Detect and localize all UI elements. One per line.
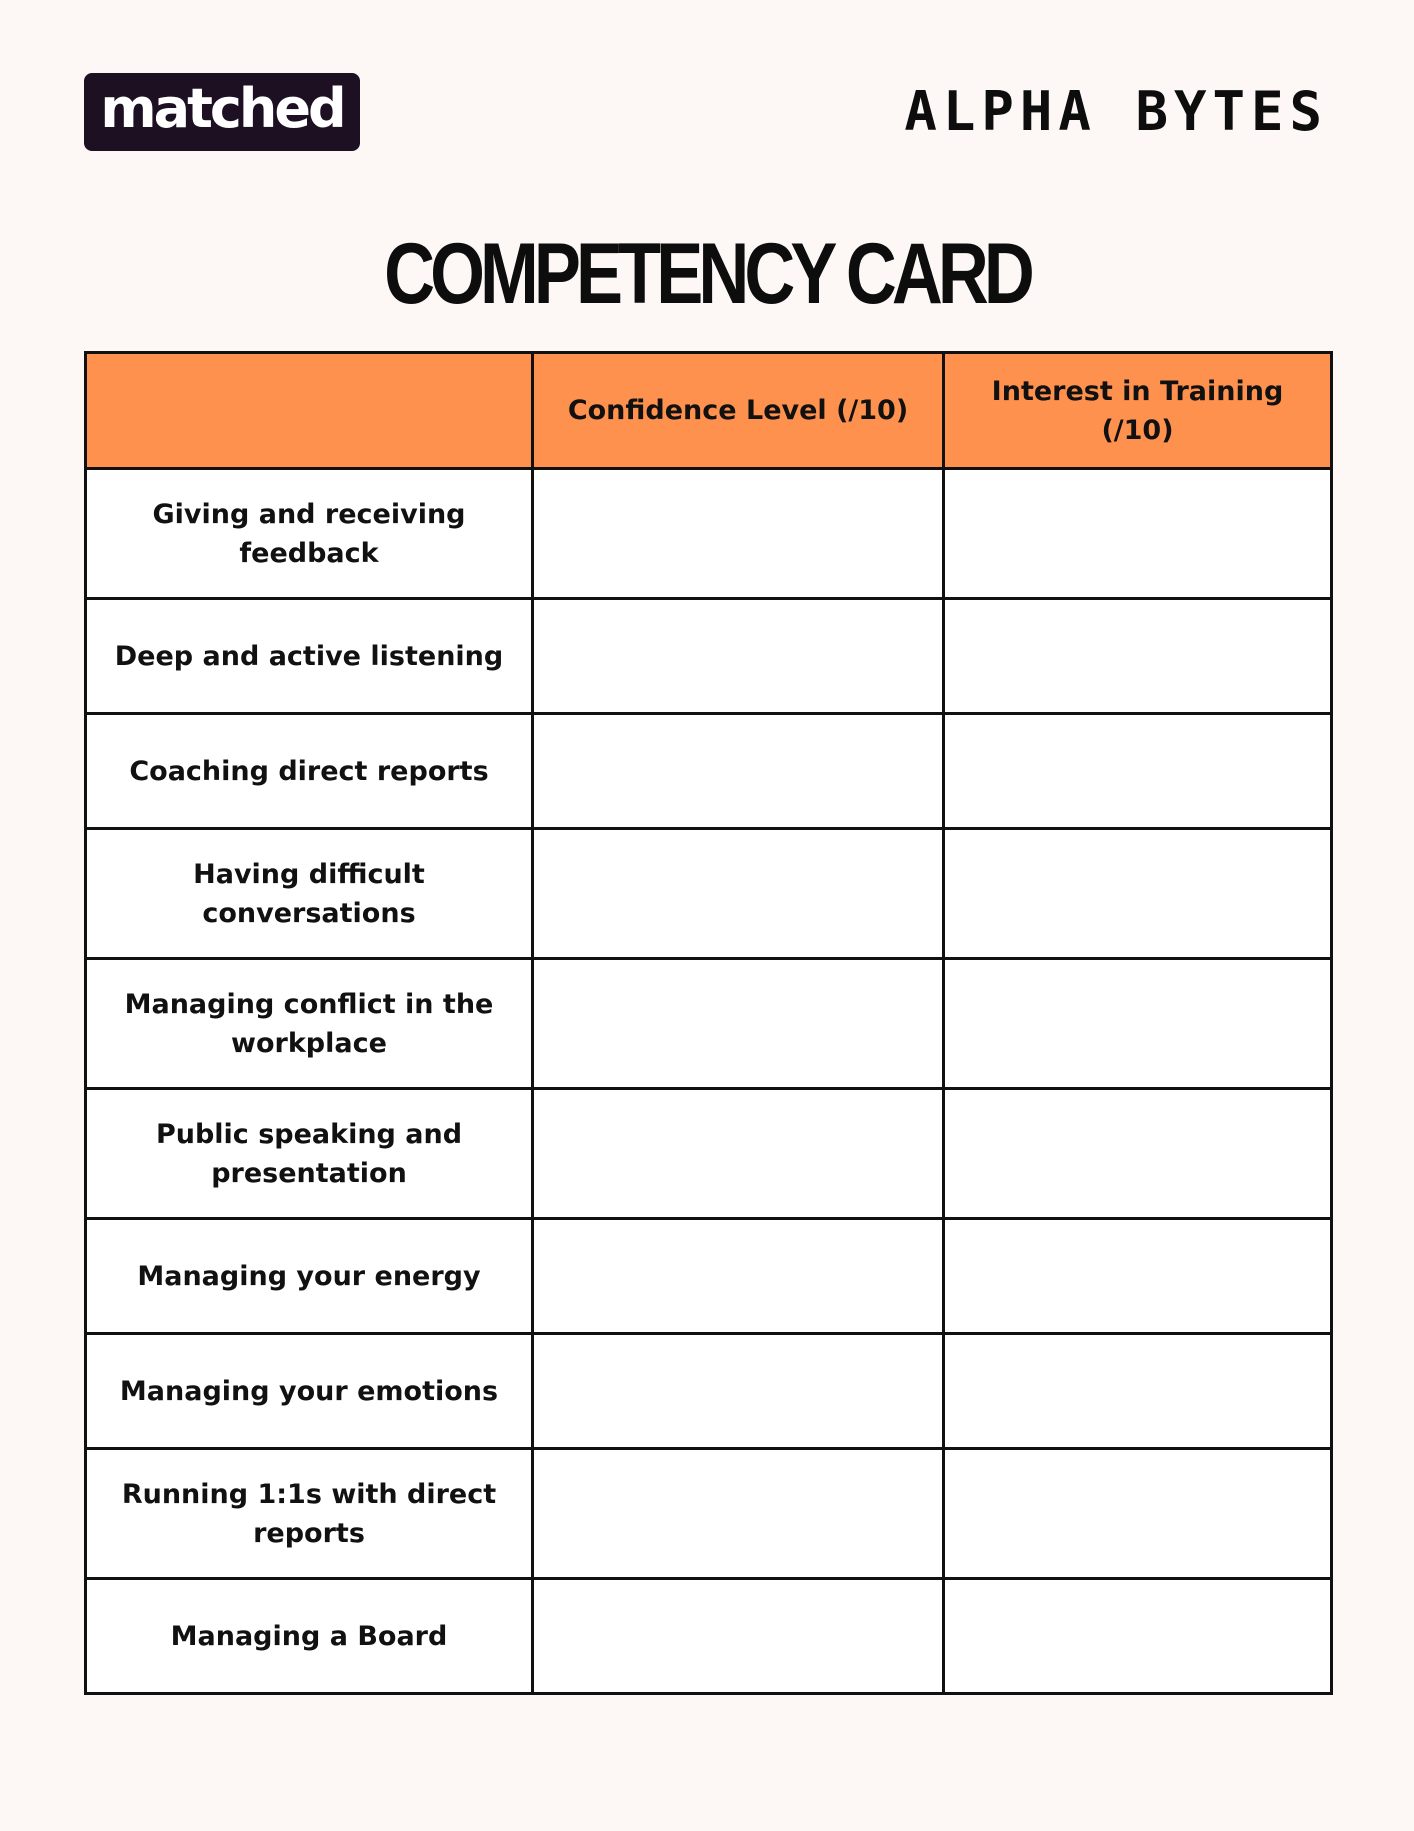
- interest-cell[interactable]: [944, 1579, 1332, 1694]
- confidence-cell[interactable]: [533, 469, 944, 599]
- confidence-cell[interactable]: [533, 829, 944, 959]
- table-row: [86, 1334, 1332, 1449]
- competency-label: Public speaking and presentation: [86, 1089, 533, 1219]
- table-row: [86, 1219, 1332, 1334]
- competency-label: Coaching direct reports: [86, 714, 533, 829]
- header-confidence-level: Confidence Level (/10): [533, 353, 944, 469]
- interest-cell[interactable]: [944, 1449, 1332, 1579]
- page-title: COMPETENCY CARD: [384, 226, 1030, 322]
- table-row: [86, 714, 1332, 829]
- table-row: [86, 1449, 1332, 1579]
- header-competency: [86, 353, 533, 469]
- table-row: [86, 599, 1332, 714]
- interest-cell[interactable]: [944, 1089, 1332, 1219]
- confidence-cell[interactable]: [533, 1449, 944, 1579]
- competency-table: [84, 351, 1333, 1695]
- table-row: [86, 959, 1332, 1089]
- header-interest-in-training: Interest in Training (/10): [944, 353, 1332, 469]
- confidence-cell[interactable]: [533, 1579, 944, 1694]
- confidence-cell[interactable]: [533, 599, 944, 714]
- interest-cell[interactable]: [944, 829, 1332, 959]
- table-row: [86, 829, 1332, 959]
- confidence-cell[interactable]: [533, 1089, 944, 1219]
- matched-logo: [84, 73, 360, 151]
- interest-cell[interactable]: [944, 714, 1332, 829]
- interest-cell[interactable]: [944, 1219, 1332, 1334]
- competency-label: Having difficult conversations: [86, 829, 533, 959]
- confidence-cell[interactable]: [533, 959, 944, 1089]
- confidence-cell[interactable]: [533, 714, 944, 829]
- alpha-bytes-logo: ALPHA BYTES: [904, 80, 1328, 143]
- interest-cell[interactable]: [944, 599, 1332, 714]
- table-row: [86, 1089, 1332, 1219]
- table-row: [86, 1579, 1332, 1694]
- confidence-cell[interactable]: [533, 1334, 944, 1449]
- table-row: [86, 469, 1332, 599]
- competency-label: Managing conflict in the workplace: [86, 959, 533, 1089]
- matched-logo-text: matched: [100, 77, 344, 140]
- table-header-row: [86, 353, 1332, 469]
- interest-cell[interactable]: [944, 959, 1332, 1089]
- competency-label: Running 1:1s with direct reports: [86, 1449, 533, 1579]
- interest-cell[interactable]: [944, 1334, 1332, 1449]
- interest-cell[interactable]: [944, 469, 1332, 599]
- competency-label: Managing a Board: [86, 1579, 533, 1694]
- confidence-cell[interactable]: [533, 1219, 944, 1334]
- competency-label: Deep and active listening: [86, 599, 533, 714]
- competency-label: Giving and receiving feedback: [86, 469, 533, 599]
- competency-label: Managing your energy: [86, 1219, 533, 1334]
- competency-label: Managing your emotions: [86, 1334, 533, 1449]
